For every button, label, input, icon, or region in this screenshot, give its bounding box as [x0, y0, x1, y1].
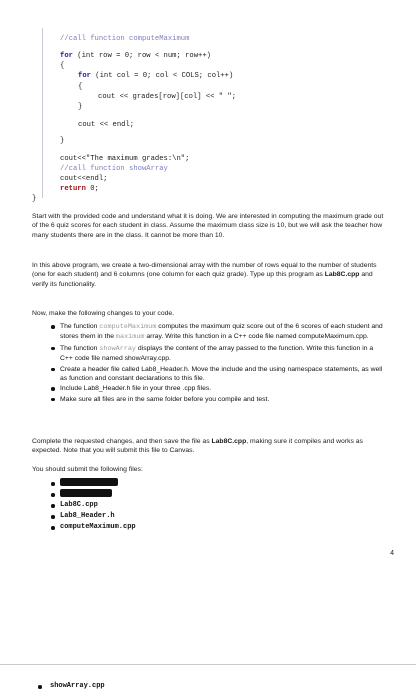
item-text: array. Write this function in a C++ code file named computeMaximum.cpp. — [144, 333, 369, 341]
redacted-item — [32, 478, 384, 489]
item-text: The function — [60, 323, 100, 330]
page-number: 4 — [390, 550, 394, 557]
redaction-bar — [60, 478, 118, 486]
code-text: (int row = 0; row < num; row++) — [72, 52, 211, 60]
paragraph-text: and verify its functionality. — [32, 271, 373, 288]
inline-code: showArray — [99, 344, 137, 353]
list-item: Create a header file called Lab8_Header.h. Move the include and the using namespace statements, as well as function and constant declarations to this file. — [32, 365, 384, 384]
code-text: 0; — [85, 185, 99, 193]
list-item: Include Lab8_Header.h file in your three .cpp files. — [32, 384, 384, 393]
code-text: (int col = 0; col < COLS; col++) — [90, 72, 234, 80]
filename-text: Lab8C.cpp — [211, 438, 247, 445]
code-main-close: } — [32, 195, 37, 203]
code-cout-endl: cout << endl; — [78, 121, 135, 129]
paragraph-text: In this above program, we create a two-dimensional array with the number of rows equal to the number of students (one for each student) and 6 columns (one column for each quiz grade). Type up this program as — [32, 262, 377, 279]
code-comment-compute: //call function computeMaximum — [60, 35, 190, 43]
paragraph-text: Complete the requested changes, and then save the file as — [32, 438, 212, 445]
file-item: showArray.cpp — [38, 682, 105, 690]
code-comment-show: //call function showArray — [60, 165, 168, 173]
code-close-brace: } — [60, 137, 65, 145]
submit-paragraph: You should submit the following files: — [32, 466, 143, 473]
code-keyword: for — [78, 72, 91, 80]
code-for-col — [78, 73, 233, 80]
redacted-item — [32, 489, 384, 500]
page-divider — [0, 664, 416, 665]
inline-code: maximum — [115, 333, 145, 342]
list-item — [32, 322, 384, 343]
code-cout-grades: cout << grades[row][col] << " "; — [98, 93, 237, 101]
code-for-row — [60, 53, 211, 60]
filename-text: Lab8C.cpp — [324, 271, 360, 279]
item-text: displays the content of the array passed to the function. Write this function in a C++ code file named showArray.cpp. — [60, 344, 374, 363]
program-paragraph — [32, 261, 384, 289]
submit-files-list — [32, 478, 384, 533]
code-cout-maximum: cout<<"The maximum grades:\n"; — [60, 155, 190, 163]
code-open-brace-inner: { — [78, 83, 83, 91]
code-keyword: return — [60, 185, 86, 193]
list-item: Make sure all files are in the same folder before you compile and test. — [32, 395, 384, 404]
file-item: Lab8C.cpp — [32, 500, 384, 511]
changes-list — [32, 322, 384, 405]
item-text: The function — [60, 344, 100, 352]
code-margin-line — [42, 28, 43, 198]
code-return — [60, 186, 99, 193]
code-cout-endl-2: cout<<endl; — [60, 175, 108, 183]
code-keyword: for — [60, 52, 73, 60]
intro-paragraph: Start with the provided code and understand what it is doing. We are interested in computing the maximum grade out of the 6 quiz scores for each student in class. Assume the maximum class size is 10, but we will ask the teacher how many students there are in the class. It cannot be more than 10. — [32, 213, 384, 239]
inline-code: computeMaximum — [99, 323, 157, 331]
changes-intro: Now, make the following changes to your code. — [32, 310, 175, 317]
code-close-brace-inner: } — [78, 103, 83, 111]
list-item — [32, 344, 384, 364]
file-item: Lab8_Header.h — [32, 511, 384, 522]
file-item: computeMaximum.cpp — [32, 522, 384, 533]
code-open-brace: { — [60, 62, 65, 70]
complete-paragraph — [32, 437, 384, 456]
paragraph-text: , making sure it compiles and works as expected. Note that you will submit this file to Canvas. — [32, 438, 363, 455]
item-text: computes the maximum quiz score out of the 6 scores of each student and stores them in the — [60, 323, 383, 341]
redaction-bar — [60, 489, 112, 497]
